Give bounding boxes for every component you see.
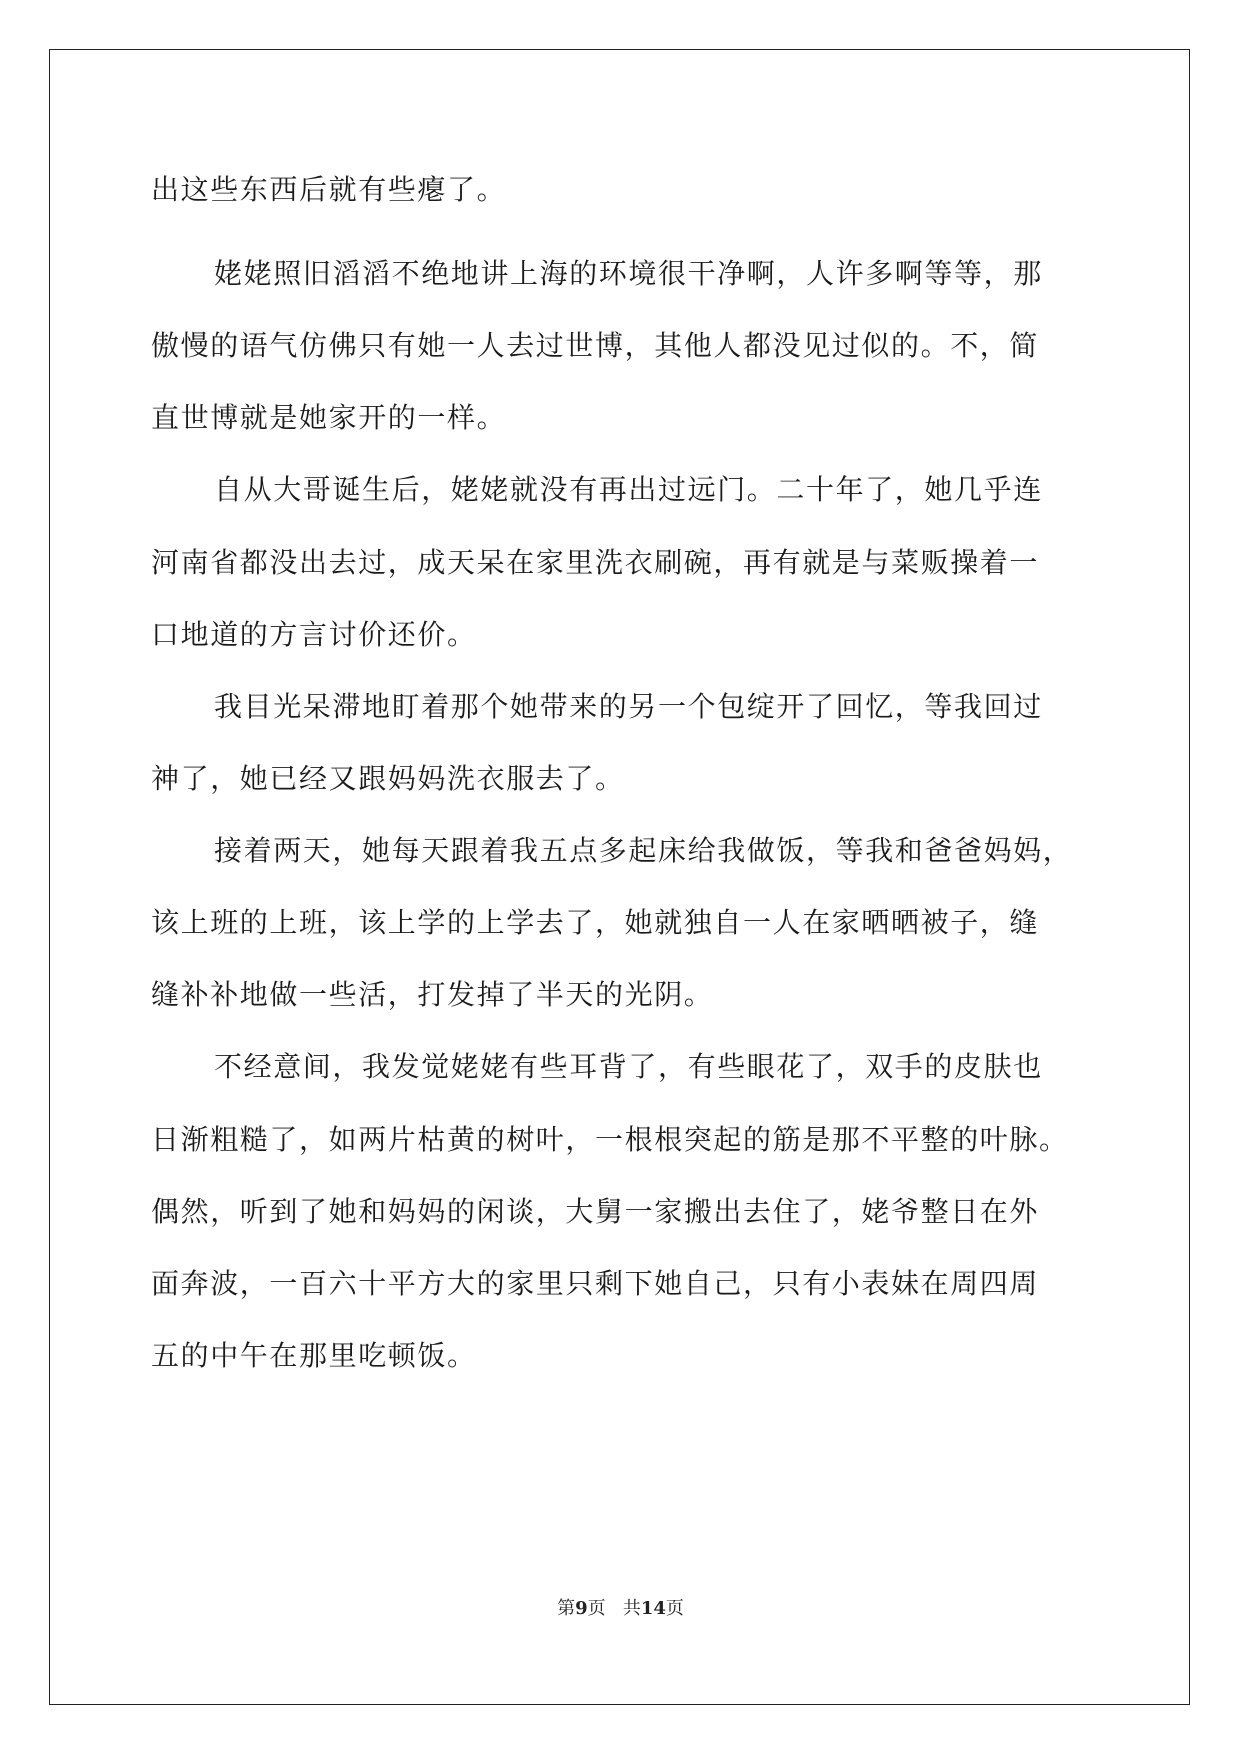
paragraph-start-line: 姥姥照旧滔滔不绝地讲上海的环境很干净啊，人许多啊等等，那 bbox=[214, 257, 1043, 290]
page-footer bbox=[0, 1597, 1241, 1621]
text-line: 神了，她已经又跟妈妈洗衣服去了。 bbox=[151, 762, 625, 795]
footer-total-suffix: 页 bbox=[665, 1598, 684, 1619]
footer-prefix: 第 bbox=[557, 1598, 576, 1619]
paragraph-start-line: 我目光呆滞地盯着那个她带来的另一个包绽开了回忆，等我回过 bbox=[214, 690, 1043, 723]
text-line: 傲慢的语气仿佛只有她一人去过世博，其他人都没见过似的。不，简 bbox=[151, 329, 1040, 362]
text-line: 缝补补地做一些活，打发掉了半天的光阴。 bbox=[151, 978, 714, 1011]
text-line: 偶然，听到了她和妈妈的闲谈，大舅一家搬出去住了，姥爷整日在外 bbox=[151, 1195, 1040, 1228]
paragraph-start-line: 不经意间，我发觉姥姥有些耳背了，有些眼花了，双手的皮肤也 bbox=[214, 1050, 1043, 1083]
page-border bbox=[49, 49, 1190, 1705]
footer-total-prefix: 共 bbox=[622, 1598, 641, 1619]
page-number: 9 bbox=[575, 1598, 588, 1619]
text-line: 河南省都没出去过，成天呆在家里洗衣刷碗，再有就是与菜贩操着一 bbox=[151, 546, 1040, 579]
text-line: 五的中午在那里吃顿饭。 bbox=[151, 1339, 477, 1372]
text-line: 该上班的上班，该上学的上学去了，她就独自一人在家晒晒被子，缝 bbox=[151, 906, 1040, 939]
total-pages: 14 bbox=[640, 1598, 666, 1619]
footer-page-suffix: 页 bbox=[587, 1598, 606, 1619]
text-line: 面奔波，一百六十平方大的家里只剩下她自己，只有小表妹在周四周 bbox=[151, 1267, 1040, 1300]
text-line: 日渐粗糙了，如两片枯黄的树叶，一根根突起的筋是那不平整的叶脉。 bbox=[151, 1123, 1069, 1156]
text-line: 口地道的方言讨价还价。 bbox=[151, 618, 477, 651]
paragraph-start-line: 自从大哥诞生后，姥姥就没有再出过远门。二十年了，她几乎连 bbox=[214, 473, 1043, 506]
text-line: 直世博就是她家开的一样。 bbox=[151, 401, 507, 434]
paragraph-start-line: 接着两天，她每天跟着我五点多起床给我做饭，等我和爸爸妈妈， bbox=[214, 834, 1073, 867]
text-line: 出这些东西后就有些瘪了。 bbox=[151, 173, 507, 206]
